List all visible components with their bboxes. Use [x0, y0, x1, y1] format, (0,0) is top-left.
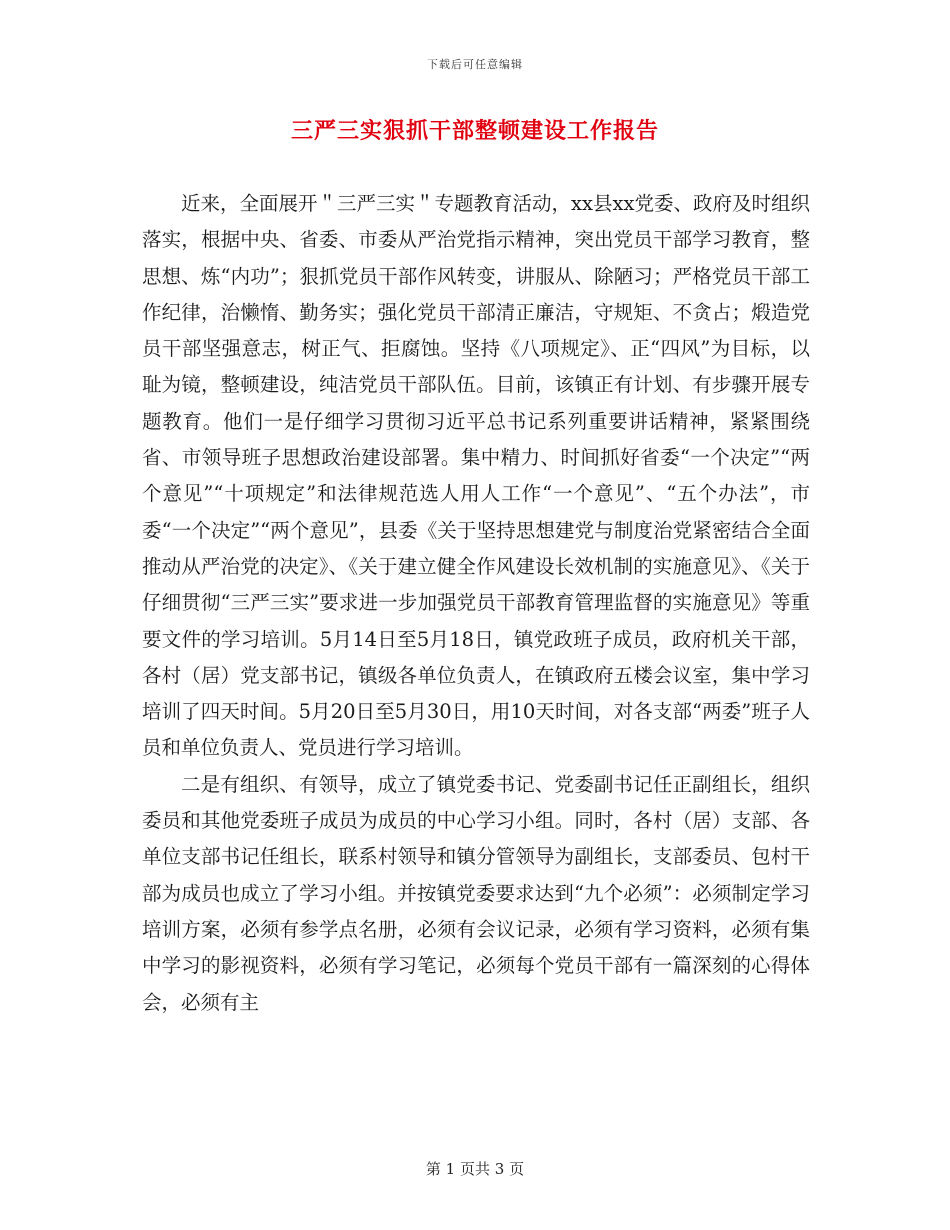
header-note: 下载后可任意编辑	[427, 58, 523, 71]
document-body	[142, 186, 810, 1021]
body-paragraph: 近来，全面展开＂三严三实＂专题教育活动，xx县xx党委、政府及时组织落实，根据中央、省委、市委从严治党指示精神，突出党员干部学习教育，整思想、炼“内功”；狠抓党员干部作风转变，讲服从、除陋习；严格党员干部工作纪律，治懒惰、勤务实；强化党员干部清正廉洁，守规矩、不贪占；煅造党员干部坚强意志，树正气、拒腐蚀。坚持《八项规定》、正“四风”为目标，以耻为镜，整顿建设，纯洁党员干部队伍。目前，该镇正有计划、有步骤开展专题教育。他们一是仔细学习贯彻习近平总书记系列重要讲话精神，紧紧围绕省、市领导班子思想政治建设部署。集中精力、时间抓好省委“一个决定”“两个意见”“十项规定”和法律规范选人用人工作“一个意见”、“五个办法”，市委“一个决定”“两个意见”，县委《关于坚持思想建党与制度治党紧密结合全面推动从严治党的决定》、《关于建立健全作风建设长效机制的实施意见》、《关于仔细贯彻“三严三实”要求进一步加强党员干部教育管理监督的实施意见》等重要文件的学习培训。5月14日至5月18日，镇党政班子成员，政府机关干部，各村（居）党支部书记，镇级各单位负责人，在镇政府五楼会议室，集中学习培训了四天时间。5月20日至5月30日，用10天时间，对各支部“两委”班子人员和单位负责人、党员进行学习培训。	[142, 192, 810, 760]
page-indicator: 第 1 页共 3 页	[425, 1160, 525, 1178]
body-paragraph: 二是有组织、有领导，成立了镇党委书记、党委副书记任正副组长，组织委员和其他党委班子成员为成员的中心学习小组。同时，各村（居）支部、各单位支部书记任组长，联系村领导和镇分管领导为副组长，支部委员、包村干部为成员也成立了学习小组。并按镇党委要求达到“九个必须”：必须制定学习培训方案，必须有参学点名册，必须有会议记录，必须有学习资料，必须有集中学习的影视资料，必须有学习笔记，必须每个党员干部有一篇深刻的心得体会，必须有主	[142, 772, 810, 1014]
document-title: 三严三实狠抓干部整顿建设工作报告	[290, 118, 659, 144]
